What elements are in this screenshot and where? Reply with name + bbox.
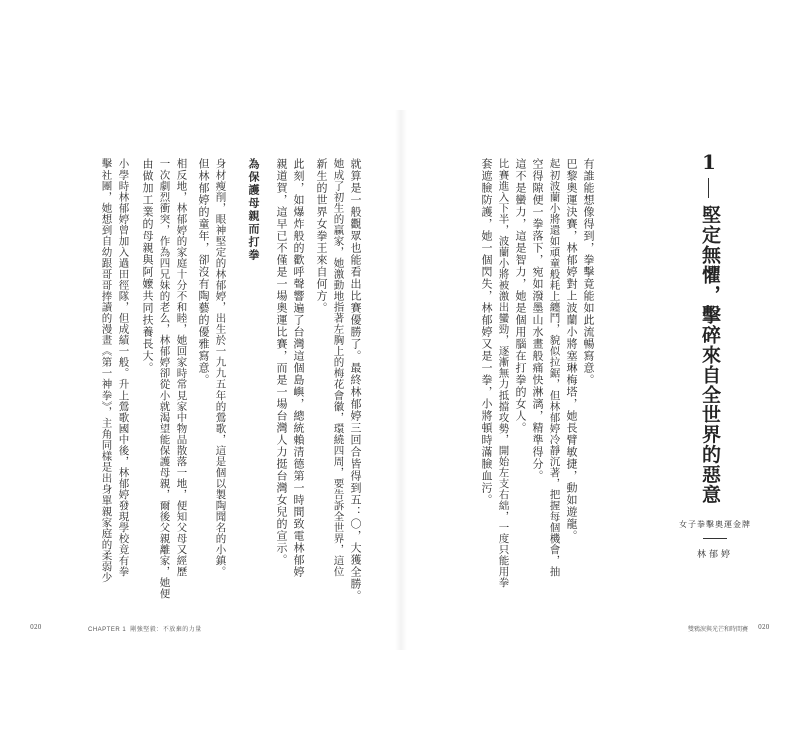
left-body-line: 此刻，如爆炸般的歡呼聲響遍了台灣這個島嶼，總統賴清德第一時間致電林郁婷 — [292, 158, 305, 578]
left-body-line: 新生的世界女拳王來自何方。 — [315, 158, 328, 314]
chapter-rule — [708, 178, 709, 198]
page-number-left: 020 — [30, 624, 42, 631]
right-body-line: 這不是蠻力，這是智力，她是個用腦在打拳的女人。 — [514, 158, 527, 434]
left-body-line: 擊社團，她想到自幼跟哥哥捧讀的漫畫《第一神拳》，主角同樣是出身單親家庭的柔弱少 — [100, 158, 113, 583]
section-subheading: 為保護母親而打拳 — [247, 158, 260, 262]
left-body-line: 但林郁婷的童年，卻沒有陶藝的優雅寫意。 — [197, 158, 210, 386]
left-body-line: 一次劇烈衝突，作為四兄妹的老么，林郁婷卻從小就渴望能保護母親，爾後父親離家，她便 — [158, 158, 171, 599]
page-gutter — [395, 110, 407, 650]
byline-title: 女子拳擊奧運金牌 — [679, 520, 751, 529]
left-body-line: 身材瘦削，眼神堅定的林郁婷，出生於一九九五年的鶯歌，這是個以製陶聞名的小鎮。 — [214, 158, 227, 577]
chapter-number: 1 — [702, 150, 716, 174]
right-body-line: 起初波蘭小將還如頑童般耗上纏鬥，貌似拉鋸，但林郁婷冷靜沉著，把握每個機會，抽 — [548, 158, 561, 577]
running-head-title: 剛強堅毅：不放棄的力量 — [130, 627, 202, 633]
right-body-line: 巴黎奧運決賽，林郁婷對上波蘭小將塞琳梅塔，她長臂敏捷，動如遊龍。 — [565, 158, 578, 542]
left-body-line: 她成了初生的贏家，她激動地指著左胸上的梅花會徽，環繞四周，要告訴全世界，這位 — [332, 158, 345, 577]
left-body-line: 就算是一般觀眾也能看出比賽優勝了。最終林郁婷三回合皆得到五：〇，大獲全勝。 — [349, 158, 362, 602]
right-body-line: 套遮臉防護，她一個閃失，林郁婷又是一拳，小將頓時滿臉血污。 — [480, 158, 493, 506]
left-body-line: 相反地，林郁婷的家庭十分不和睦，她回家時常見家中物品散落一地，便知父母又經歷 — [175, 158, 188, 577]
byline-rule — [703, 538, 727, 539]
left-body-line: 小學時林郁婷曾加入過田徑隊，但成績一般。升上鶯歌國中後，林郁婷發現學校竟有拳 — [117, 158, 130, 577]
running-head-chapter: CHAPTER 1 — [88, 627, 127, 633]
running-head-left — [88, 624, 206, 633]
chapter-title: 堅定無懼，擊碎來自全世界的惡意 — [699, 205, 721, 505]
right-body-line: 比賽進入下半，波蘭小將被激出蠻勁，逐漸無力抵擋攻勢，開始左支右絀，一度只能用拳 — [497, 158, 510, 588]
byline-name: 林郁婷 — [696, 550, 733, 560]
left-body-line: 由做加工業的母親與阿嬤共同扶養長大。 — [141, 158, 154, 374]
left-body-line: 親道賀，這早已不僅是一場奧運比賽，而是一場台灣人力挺台灣女兒的宣示。 — [275, 158, 288, 566]
right-body-line: 空得隙便一拳落下，宛如潑墨山水畫般痛快淋漓，精準得分。 — [531, 158, 544, 482]
right-body-line: 有誰能想像得到，拳擊竟能如此流暢寫意。 — [582, 158, 595, 386]
running-head-right: 雙鴉淚與光芒和時間賽 — [688, 626, 749, 633]
page-number-right: 020 — [758, 624, 770, 631]
